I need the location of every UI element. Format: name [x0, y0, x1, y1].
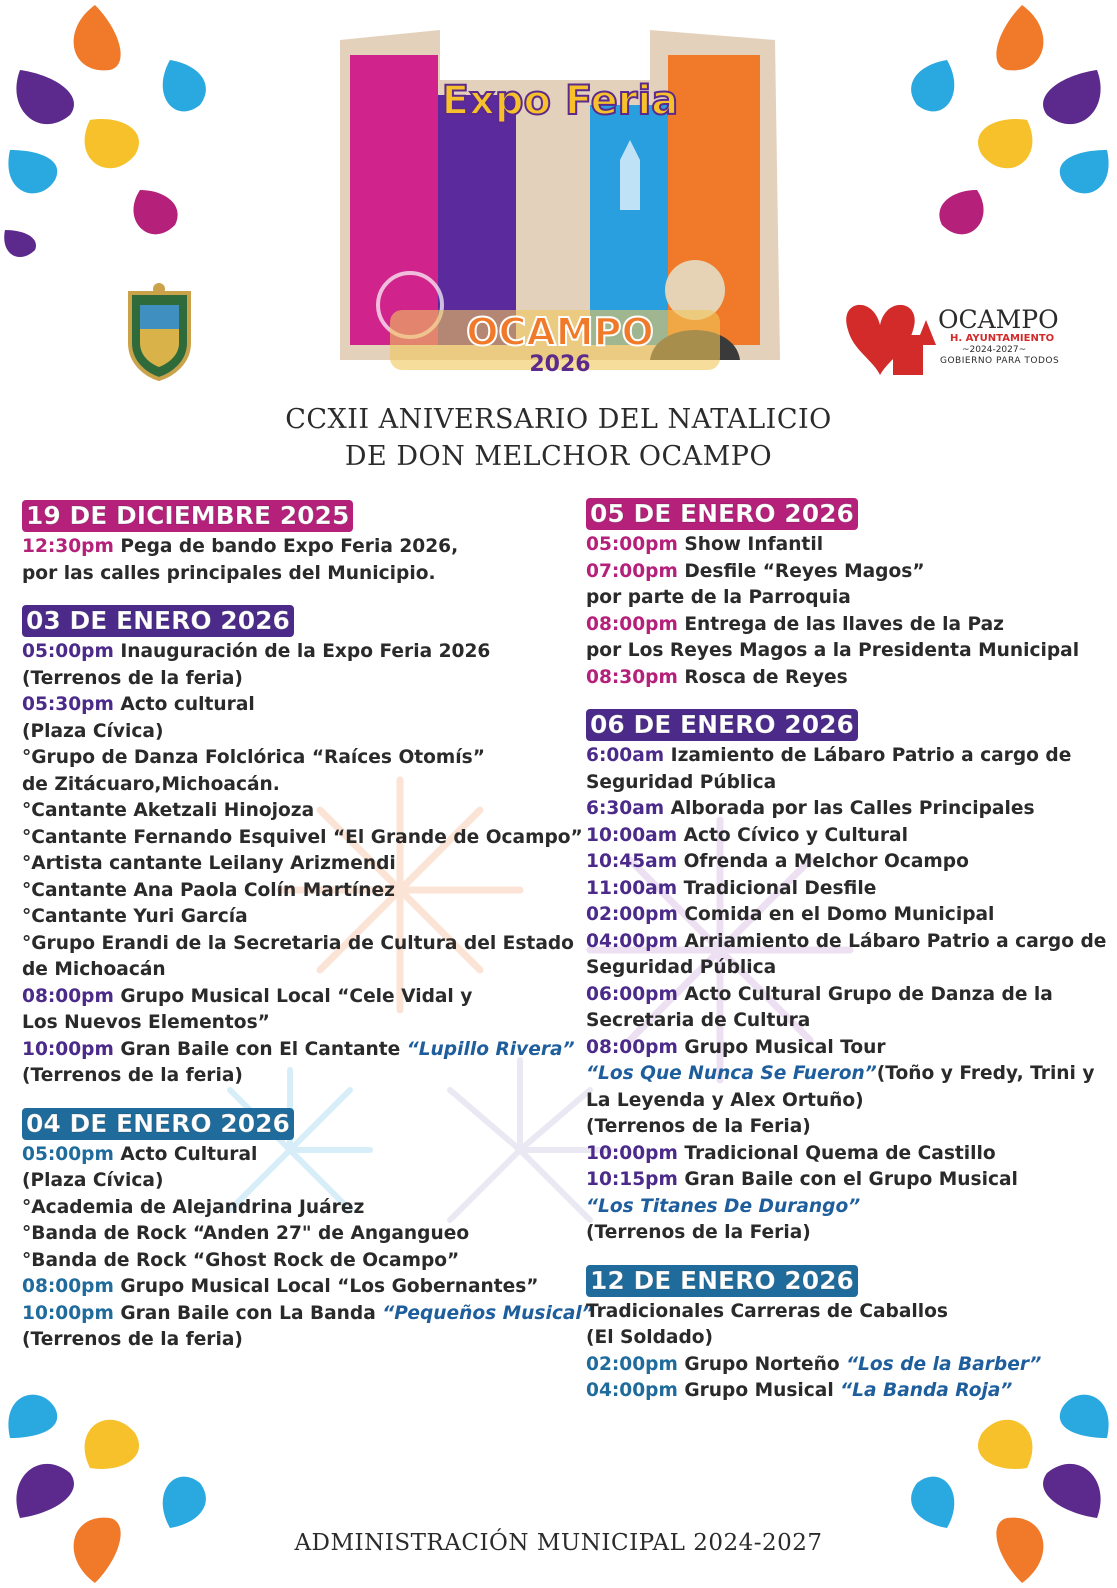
event-highlight: “Pequeños Musical”	[382, 1302, 594, 1324]
schedule-line	[586, 1194, 1106, 1221]
ayuntamiento-name: OCAMPO	[938, 305, 1059, 334]
event-text: (Terrenos de la feria)	[22, 1329, 243, 1350]
schedule-line	[586, 1035, 1106, 1062]
date-heading: 05 DE ENERO 2026	[586, 498, 858, 530]
schedule-line	[22, 1327, 562, 1354]
event-time: 10:00pm	[586, 1142, 678, 1164]
event-text: °Cantante Ana Paola Colín Martínez	[22, 879, 395, 901]
event-text: (Plaza Cívica)	[22, 1170, 164, 1191]
schedule-line	[22, 904, 562, 931]
schedule-line	[586, 1299, 1106, 1326]
event-time: 10:15pm	[586, 1169, 678, 1190]
event-time: 08:00pm	[22, 1276, 114, 1297]
event-text: (Terrenos de la Feria)	[586, 1222, 811, 1243]
event-text: (El Soldado)	[586, 1327, 714, 1348]
schedule-line	[22, 561, 562, 588]
schedule-line	[22, 772, 562, 799]
date-heading: 12 DE ENERO 2026	[586, 1265, 858, 1297]
schedule-day-section	[586, 709, 1106, 1247]
event-time: 6:00am	[586, 745, 665, 766]
event-text: Acto Cultural Grupo de Danza de la	[677, 983, 1053, 1005]
event-highlight: “Los Titanes De Durango”	[586, 1195, 861, 1217]
event-text: °Banda de Rock “Ghost Rock de Ocampo”	[22, 1249, 460, 1271]
schedule-day-section	[22, 500, 562, 587]
schedule-line	[22, 1274, 562, 1301]
event-text: Grupo Norteño	[677, 1353, 847, 1375]
schedule-line	[586, 612, 1106, 639]
event-text: Comida en el Domo Municipal	[677, 904, 995, 925]
schedule-line	[22, 534, 562, 561]
event-text: por parte de la Parroquia	[586, 587, 851, 608]
event-text: °Academia de Alejandrina Juárez	[22, 1196, 365, 1218]
event-text: Gran Baile con El Cantante	[113, 1038, 407, 1060]
logo-town-text: OCAMPO	[466, 310, 654, 354]
schedule-line	[586, 796, 1106, 823]
event-time: 08:00pm	[586, 613, 678, 635]
schedule-line	[22, 957, 562, 984]
schedule-line	[22, 931, 574, 958]
schedule-line	[22, 666, 562, 693]
event-text: Pega de bando Expo Feria 2026,	[113, 536, 459, 557]
schedule-day-section	[22, 1108, 594, 1354]
event-time: 10:00pm	[22, 1302, 114, 1324]
event-text: Tradicionales Carreras de Caballos	[586, 1300, 948, 1322]
schedule-line	[586, 1325, 1106, 1352]
schedule-line	[22, 984, 562, 1011]
event-text: Seguridad Pública	[586, 957, 777, 978]
logo-title-text: Expo Feria	[441, 78, 679, 124]
schedule-line	[22, 798, 562, 825]
event-text: Grupo Musical Local “Los Gobernantes”	[113, 1276, 539, 1297]
ayuntamiento-logo-icon	[838, 290, 938, 385]
event-text: Arriamiento de Lábaro Patrio a cargo de	[677, 930, 1107, 952]
schedule-line	[22, 1221, 562, 1248]
event-time: 02:00pm	[586, 904, 678, 925]
schedule-line	[586, 1352, 1106, 1379]
event-text: Izamiento de Lábaro Patrio a cargo de	[664, 745, 1072, 766]
event-text: (Terrenos de la Feria)	[586, 1116, 811, 1137]
corner-decoration-top-left	[0, 0, 230, 270]
schedule-line	[22, 1037, 575, 1064]
schedule-line	[22, 825, 583, 852]
event-highlight: “La Banda Roja”	[840, 1380, 1013, 1401]
event-time: 05:00pm	[586, 534, 678, 555]
event-time: 04:00pm	[586, 1380, 678, 1401]
footer-text: ADMINISTRACIÓN MUNICIPAL 2024-2027	[294, 1530, 823, 1556]
subtitle-line-1: CCXII ANIVERSARIO DEL NATALICIO	[285, 404, 832, 435]
date-heading: 04 DE ENERO 2026	[22, 1108, 294, 1140]
schedule-line	[22, 1010, 562, 1037]
schedule-line	[22, 1063, 562, 1090]
schedule-line	[22, 878, 562, 905]
schedule-line	[586, 1220, 1106, 1247]
schedule-line	[586, 559, 1106, 586]
schedule-line	[22, 851, 562, 878]
event-time: 11:00am	[586, 877, 678, 899]
event-text: Alborada por las Calles Principales	[664, 798, 1035, 819]
schedule-line	[22, 1248, 562, 1275]
schedule-line	[586, 849, 1106, 876]
event-text: Rosca de Reyes	[677, 666, 848, 688]
event-highlight: “Los Que Nunca Se Fueron”	[586, 1063, 877, 1084]
event-text: de Michoacán	[22, 959, 166, 980]
schedule-line	[586, 955, 1106, 982]
schedule-line	[22, 692, 562, 719]
schedule-line	[586, 982, 1106, 1009]
event-text: (Plaza Cívica)	[22, 720, 164, 742]
event-text: Acto cultural	[113, 694, 255, 715]
event-text: Tradicional Desfile	[677, 877, 877, 899]
event-highlight: “Los de la Barber”	[846, 1353, 1042, 1375]
schedule-line	[586, 638, 1106, 665]
event-text: °Artista cantante Leilany Arizmendi	[22, 853, 396, 874]
event-time: 10:00am	[586, 824, 678, 846]
schedule-line	[586, 902, 1106, 929]
subtitle-line-2: DE DON MELCHOR OCAMPO	[344, 441, 773, 472]
event-text: °Cantante Fernando Esquivel “El Grande de Ocampo”	[22, 826, 583, 848]
ayuntamiento-line3: GOBIERNO PARA TODOS	[940, 356, 1060, 366]
schedule-day-section	[22, 605, 583, 1090]
schedule-line	[586, 823, 1106, 850]
event-time: 10:00pm	[22, 1038, 114, 1060]
event-time: 08:00pm	[586, 1036, 678, 1058]
schedule-line	[22, 1195, 562, 1222]
schedule-day-section	[586, 1265, 1106, 1405]
event-time: 02:00pm	[586, 1353, 678, 1375]
event-text: (Terrenos de la feria)	[22, 667, 243, 689]
event-text: Inauguración de la Expo Feria 2026	[113, 641, 491, 662]
event-text: (Terrenos de la feria)	[22, 1065, 243, 1086]
event-text: Entrega de las llaves de la Paz	[677, 613, 1004, 635]
event-text: Grupo Musical	[677, 1380, 841, 1401]
event-text: (Toño y Fredy, Trini y	[876, 1063, 1095, 1084]
schedule-right-column	[586, 498, 1106, 1423]
schedule-line	[22, 745, 562, 772]
event-text: La Leyenda y Alex Ortuño)	[586, 1089, 864, 1111]
event-time: 05:00pm	[22, 1143, 114, 1165]
event-time: 07:00pm	[586, 560, 678, 582]
event-text: Acto Cultural	[113, 1143, 258, 1165]
schedule-line	[22, 1142, 562, 1169]
schedule-line	[586, 1088, 1106, 1115]
event-time: 04:00pm	[586, 930, 678, 952]
event-text: Show Infantil	[677, 534, 824, 555]
event-text: °Cantante Aketzali Hinojoza	[22, 800, 315, 821]
schedule-line	[586, 665, 1106, 692]
schedule-line	[586, 1114, 1106, 1141]
event-text: Grupo Musical Local “Cele Vidal y	[113, 985, 473, 1007]
event-time: 12:30pm	[22, 536, 114, 557]
schedule-line	[22, 719, 562, 746]
schedule-line	[586, 929, 1106, 956]
event-highlight: “Lupillo Rivera”	[406, 1038, 575, 1060]
event-text: Grupo Musical Tour	[677, 1036, 886, 1058]
event-time: 08:00pm	[22, 985, 114, 1007]
schedule-line	[586, 1061, 1106, 1088]
schedule-line	[22, 1168, 562, 1195]
corner-decoration-top-right	[887, 0, 1117, 270]
event-text: por Los Reyes Magos a la Presidenta Municipal	[586, 640, 1080, 661]
event-time: 05:00pm	[22, 641, 114, 662]
schedule-line	[586, 1378, 1106, 1405]
schedule-left-column	[22, 500, 594, 1372]
event-text: °Cantante Yuri García	[22, 906, 248, 927]
event-text: Gran Baile con La Banda	[113, 1302, 383, 1324]
date-heading: 03 DE ENERO 2026	[22, 605, 294, 637]
schedule-line	[586, 1141, 1106, 1168]
event-text: Acto Cívico y Cultural	[677, 824, 908, 846]
event-time: 05:30pm	[22, 694, 114, 715]
municipal-coat-of-arms	[122, 283, 197, 383]
event-time: 08:30pm	[586, 666, 678, 688]
date-heading: 19 DE DICIEMBRE 2025	[22, 500, 353, 532]
event-text: °Grupo de Danza Folclórica “Raíces Otomís”	[22, 747, 485, 768]
schedule-line	[586, 770, 1106, 797]
logo-year-text: 2026	[529, 352, 591, 377]
ayuntamiento-line1: H. AYUNTAMIENTO	[950, 333, 1055, 344]
event-text: de Zitácuaro,Michoacán.	[22, 773, 280, 795]
event-time: 06:00pm	[586, 983, 678, 1005]
schedule-line	[586, 1008, 1106, 1035]
schedule-line	[586, 1167, 1106, 1194]
event-text: Los Nuevos Elementos”	[22, 1012, 270, 1033]
event-text: Gran Baile con el Grupo Musical	[677, 1169, 1018, 1190]
event-text: Ofrenda a Melchor Ocampo	[677, 851, 969, 872]
event-text: Tradicional Quema de Castillo	[677, 1142, 996, 1164]
event-text: °Banda de Rock “Anden 27" de Angangueo	[22, 1223, 470, 1244]
schedule-line	[586, 532, 1106, 559]
event-text: Desfile “Reyes Magos”	[677, 560, 925, 582]
schedule-line	[22, 1301, 594, 1328]
date-heading: 06 DE ENERO 2026	[586, 709, 858, 741]
schedule-line	[586, 876, 1106, 903]
schedule-line	[586, 585, 1106, 612]
event-text: °Grupo Erandi de la Secretaria de Cultura del Estado	[22, 932, 574, 954]
schedule-line	[22, 639, 562, 666]
event-text: Seguridad Pública	[586, 771, 777, 793]
event-time: 6:30am	[586, 798, 665, 819]
event-time: 10:45am	[586, 851, 678, 872]
ayuntamiento-line2: ~2024-2027~	[962, 345, 1027, 355]
schedule-day-section	[586, 498, 1106, 691]
event-text: por las calles principales del Municipio.	[22, 562, 436, 584]
event-text: Secretaria de Cultura	[586, 1010, 811, 1031]
schedule-line	[586, 743, 1106, 770]
